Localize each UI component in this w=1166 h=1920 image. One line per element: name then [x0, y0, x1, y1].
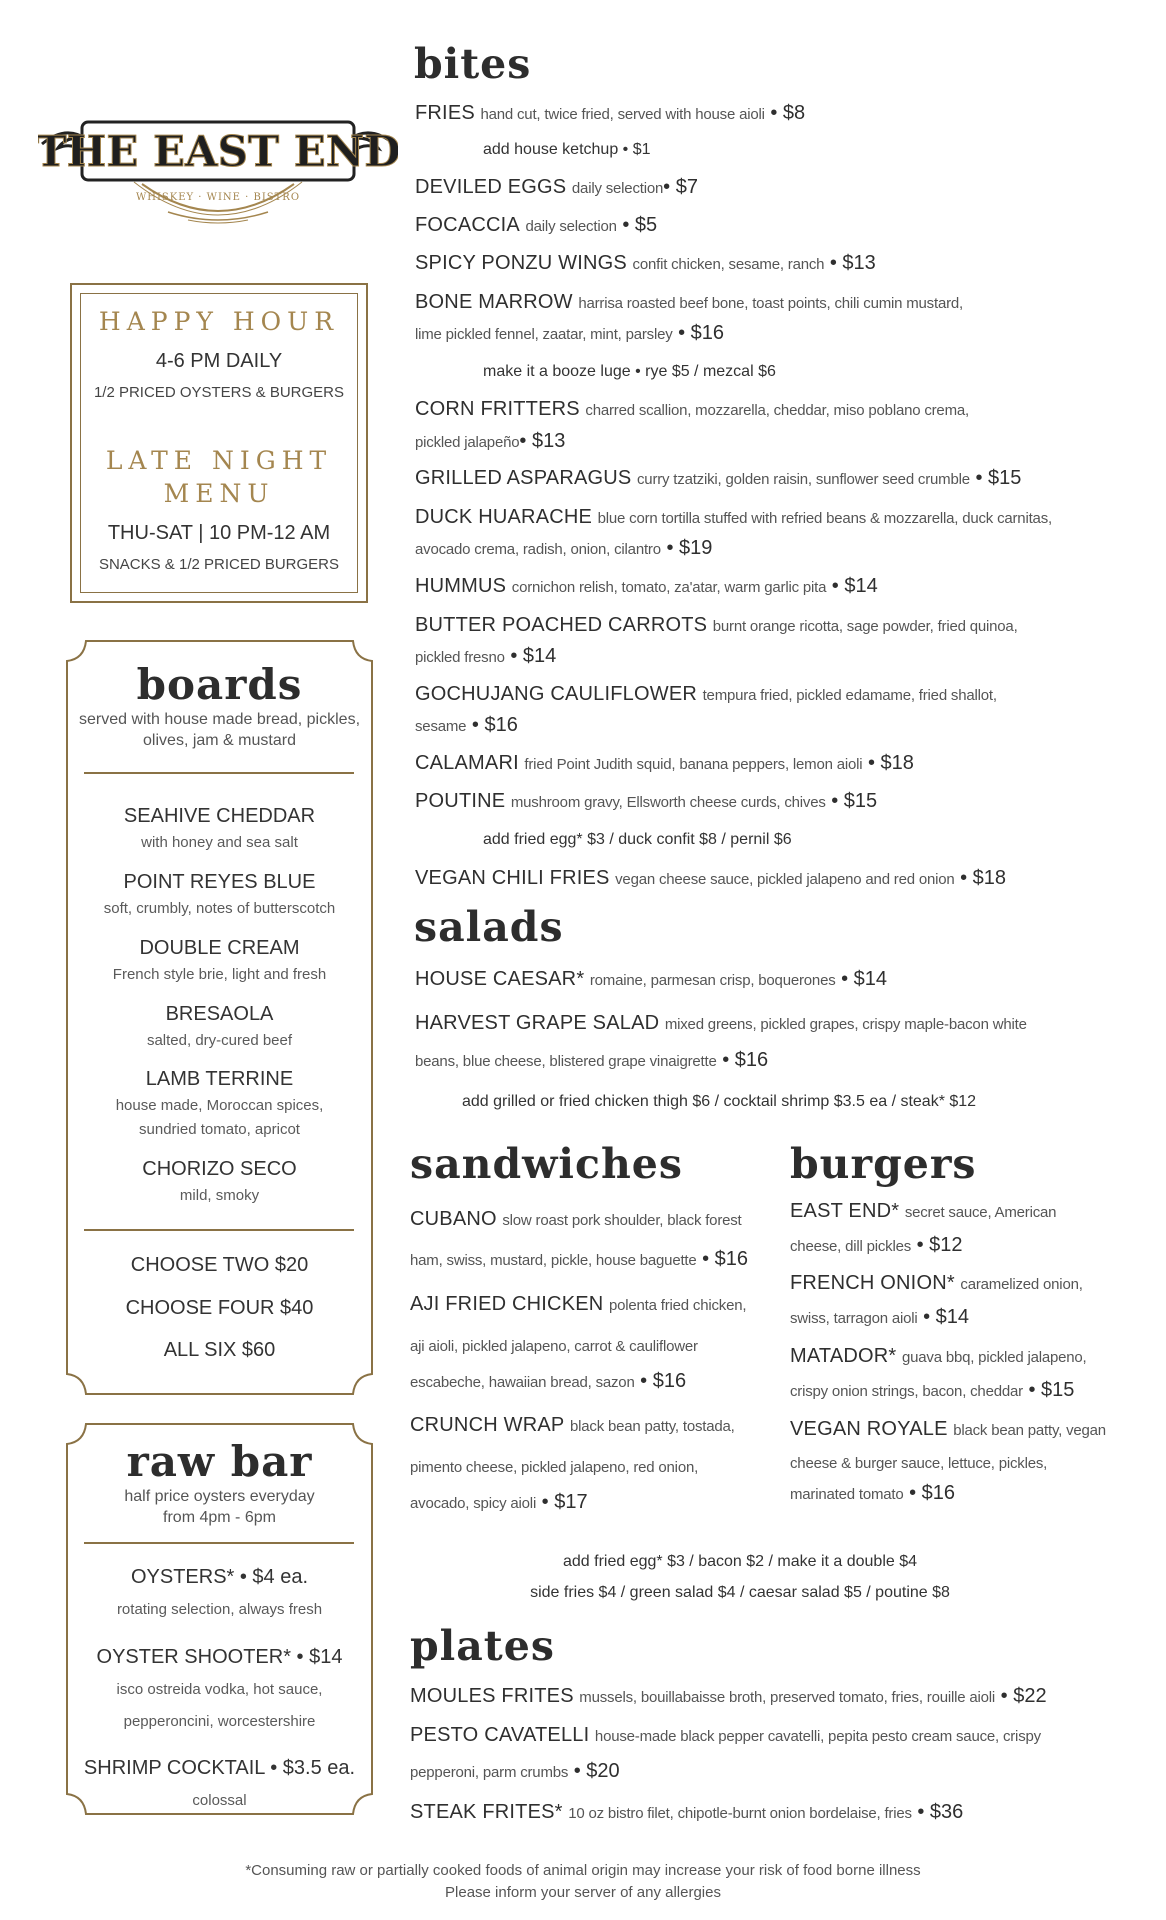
- burger-addon-2: side fries $4 / green salad $4 / caesar salad $5 / poutine $8: [530, 1584, 950, 1601]
- item-desc: romaine, parmesan crisp, boquerones: [589, 972, 836, 989]
- late-night-title-1: LATE NIGHT: [105, 446, 333, 475]
- footer-allergies: Please inform your server of any allergies: [445, 1884, 721, 1901]
- item-desc: aji aioli, pickled jalapeno, carrot & cauliflower: [410, 1338, 698, 1355]
- item-price: • $20: [573, 1760, 620, 1782]
- item-price: • $18: [867, 752, 914, 774]
- happy-hour-time: 4-6 PM DAILY: [155, 350, 283, 372]
- raw-bar-item-desc: colossal: [192, 1792, 247, 1809]
- item-desc: 10 oz bistro filet, chipotle-burnt onion bordelaise, fries: [568, 1805, 912, 1822]
- board-item-name: POINT REYES BLUE: [123, 871, 316, 893]
- item-addon: add fried egg* $3 / duck confit $8 / pernil $6: [483, 831, 792, 848]
- raw-bar-subtitle-1: half price oysters everyday: [124, 1488, 315, 1505]
- boards-subtitle-1: served with house made bread, pickles,: [78, 711, 361, 728]
- item-desc: swiss, tarragon aioli: [790, 1310, 918, 1327]
- item-desc: avocado, spicy aioli: [410, 1495, 537, 1512]
- item-desc: vegan cheese sauce, pickled jalapeno and red onion: [615, 871, 955, 888]
- raw-bar-subtitle-2: from 4pm - 6pm: [163, 1509, 276, 1526]
- item-desc: charred scallion, mozzarella, cheddar, miso poblano crema,: [585, 402, 969, 419]
- item-desc: mixed greens, pickled grapes, crispy maple-bacon white: [664, 1016, 1027, 1033]
- item-price: • $16: [678, 322, 725, 344]
- raw-bar-item-desc: rotating selection, always fresh: [116, 1601, 323, 1618]
- item-price: • $13: [519, 430, 566, 452]
- item-addon: make it a booze luge • rye $5 / mezcal $6: [483, 363, 776, 380]
- menu-item-cont: [790, 1306, 969, 1329]
- item-name: CRUNCH WRAP: [410, 1414, 565, 1436]
- logo-name: THE EAST END: [38, 127, 398, 176]
- menu-item: [410, 1685, 1047, 1708]
- item-desc: pickled jalapeño: [415, 434, 520, 451]
- raw-bar-item-desc: isco ostreida vodka, hot sauce,: [116, 1681, 323, 1698]
- item-price: • $14: [510, 645, 557, 667]
- item-name: GRILLED ASPARAGUS: [415, 467, 632, 489]
- board-item-name: CHORIZO SECO: [142, 1158, 297, 1180]
- menu-item: [415, 252, 876, 275]
- restaurant-logo: [38, 88, 398, 228]
- menu-item: [415, 176, 698, 199]
- item-name: HOUSE CAESAR*: [415, 968, 585, 990]
- menu-item: [410, 1414, 735, 1437]
- menu-item: [790, 1200, 1056, 1223]
- menu-item-cont: [410, 1370, 686, 1393]
- item-desc: caramelized onion,: [960, 1276, 1083, 1293]
- menu-item-cont: [415, 1049, 768, 1072]
- item-name: PESTO CAVATELLI: [410, 1724, 590, 1746]
- item-desc: secret sauce, American: [904, 1204, 1057, 1221]
- raw-bar-item-name: SHRIMP COCKTAIL • $3.5 ea.: [83, 1757, 356, 1779]
- menu-item-cont: [790, 1482, 955, 1505]
- item-name: HUMMUS: [415, 575, 507, 597]
- menu-item: [415, 398, 969, 421]
- item-desc: cheese & burger sauce, lettuce, pickles,: [790, 1455, 1048, 1472]
- menu-item-cont: [410, 1248, 748, 1271]
- item-price: • $16: [471, 714, 518, 736]
- menu-item: [410, 1801, 963, 1824]
- item-price: • $19: [666, 537, 713, 559]
- menu-item: [415, 575, 878, 598]
- item-name: MOULES FRITES: [410, 1685, 574, 1707]
- item-desc: burnt orange ricotta, sage powder, fried quinoa,: [712, 618, 1018, 635]
- item-desc: sesame: [415, 718, 467, 735]
- menu-item: [415, 214, 657, 237]
- item-name: BUTTER POACHED CARROTS: [415, 614, 708, 636]
- item-price: • $15: [1028, 1379, 1075, 1401]
- choose-two-price: CHOOSE TWO $20: [130, 1254, 309, 1276]
- salads-title: salads: [414, 903, 564, 951]
- footer-disclaimer: *Consuming raw or partially cooked foods of animal origin may increase your risk of food borne illness: [245, 1862, 921, 1879]
- menu-item-cont: [415, 430, 565, 453]
- item-desc: beans, blue cheese, blistered grape vinaigrette: [415, 1053, 717, 1070]
- raw-bar-title: raw bar: [126, 1437, 313, 1486]
- item-name: POUTINE: [415, 790, 506, 812]
- menu-item: [415, 683, 997, 706]
- raw-bar-item-desc: pepperoncini, worcestershire: [123, 1713, 316, 1730]
- late-night-time: THU-SAT | 10 PM-12 AM: [107, 522, 331, 544]
- raw-bar-item-name: OYSTER SHOOTER* • $14: [96, 1646, 343, 1668]
- plates-title: plates: [410, 1622, 555, 1670]
- item-desc: escabeche, hawaiian bread, sazon: [410, 1374, 635, 1391]
- item-desc: house-made black pepper cavatelli, pepita pesto cream sauce, crispy: [594, 1728, 1041, 1745]
- boards-panel: [66, 640, 373, 1395]
- menu-item: [415, 102, 805, 125]
- item-name: EAST END*: [790, 1200, 900, 1222]
- raw-bar-panel: [66, 1423, 373, 1815]
- item-desc: daily selection: [571, 180, 664, 197]
- board-item-name: LAMB TERRINE: [145, 1068, 294, 1090]
- menu-item: [790, 1272, 1083, 1295]
- menu-item: [790, 1418, 1106, 1441]
- item-desc: mushroom gravy, Ellsworth cheese curds, chives: [510, 794, 826, 811]
- item-desc: polenta fried chicken,: [608, 1297, 747, 1314]
- item-price: • $5: [622, 214, 658, 236]
- menu-item-cont: [410, 1760, 620, 1783]
- item-name: FRIES: [415, 102, 475, 124]
- raw-bar-item-name: OYSTERS* • $4 ea.: [130, 1566, 309, 1588]
- item-desc: hand cut, twice fried, served with house aioli: [480, 106, 765, 123]
- raw-bar-divider: [84, 1542, 354, 1544]
- menu-item-cont: [790, 1379, 1074, 1402]
- item-desc: pepperoni, parm crumbs: [410, 1764, 569, 1781]
- menu-item: [415, 867, 1006, 890]
- item-desc: tempura fried, pickled edamame, fried shallot,: [702, 687, 997, 704]
- item-price: • $16: [909, 1482, 956, 1504]
- item-desc: black bean patty, tostada,: [569, 1418, 735, 1435]
- board-item-desc: salted, dry-cured beef: [146, 1032, 293, 1049]
- sandwiches-title: sandwiches: [410, 1140, 683, 1188]
- board-item-desc: soft, crumbly, notes of butterscotch: [103, 900, 336, 917]
- menu-item: [415, 614, 1018, 637]
- burgers-title: burgers: [790, 1140, 977, 1188]
- item-desc: ham, swiss, mustard, pickle, house baguette: [410, 1252, 697, 1269]
- item-price: • $17: [541, 1491, 588, 1513]
- item-price: • $12: [916, 1234, 963, 1256]
- item-name: VEGAN CHILI FRIES: [415, 867, 610, 889]
- board-item-desc: mild, smoky: [179, 1187, 260, 1204]
- menu-item: [790, 1345, 1087, 1368]
- menu-item-cont: [415, 322, 724, 345]
- late-night-title-2: MENU: [163, 479, 275, 508]
- bites-title: bites: [414, 40, 532, 88]
- item-name: CALAMARI: [415, 752, 519, 774]
- item-desc: avocado crema, radish, onion, cilantro: [415, 541, 661, 558]
- item-desc: marinated tomato: [790, 1486, 904, 1503]
- board-item-name: SEAHIVE CHEDDAR: [123, 805, 316, 827]
- item-name: DEVILED EGGS: [415, 176, 567, 198]
- item-desc: cheese, dill pickles: [790, 1238, 912, 1255]
- item-price: • $18: [960, 867, 1007, 889]
- menu-item-cont: [415, 714, 518, 737]
- item-name: FOCACCIA: [415, 214, 520, 236]
- item-price: • $16: [722, 1049, 769, 1071]
- item-desc: pimento cheese, pickled jalapeno, red onion,: [410, 1459, 699, 1476]
- happy-hour-offer: 1/2 PRICED OYSTERS & BURGERS: [93, 384, 345, 401]
- menu-item-cont: [790, 1451, 1047, 1474]
- menu-item: [410, 1724, 1041, 1747]
- menu-item-cont: [410, 1455, 698, 1478]
- item-desc: cornichon relish, tomato, za'atar, warm garlic pita: [511, 579, 827, 596]
- logo-graphic: [38, 88, 398, 228]
- item-addon: add house ketchup • $1: [483, 141, 651, 158]
- board-item-name: DOUBLE CREAM: [139, 937, 300, 959]
- logo-tagline: WHISKEY · WINE · BISTRO: [135, 192, 301, 203]
- menu-item-cont: [410, 1334, 698, 1357]
- item-price: • $16: [640, 1370, 687, 1392]
- item-name: SPICY PONZU WINGS: [415, 252, 627, 274]
- menu-item: [415, 968, 887, 991]
- item-name: DUCK HUARACHE: [415, 506, 593, 528]
- item-name: AJI FRIED CHICKEN: [410, 1293, 604, 1315]
- item-desc: blue corn tortilla stuffed with refried beans & mozzarella, duck carnitas,: [597, 510, 1052, 527]
- menu-item: [410, 1208, 742, 1231]
- item-desc: mussels, bouillabaisse broth, preserved tomato, fries, rouille aioli: [579, 1689, 996, 1706]
- item-desc: fried Point Judith squid, banana peppers, lemon aioli: [524, 756, 863, 773]
- happy-hour-title: HAPPY HOUR: [98, 307, 340, 336]
- item-desc: daily selection: [525, 218, 617, 235]
- board-item-name: BRESAOLA: [165, 1003, 274, 1025]
- item-price: • $15: [975, 467, 1022, 489]
- menu-item: [415, 291, 963, 314]
- item-name: MATADOR*: [790, 1345, 897, 1367]
- item-desc: pickled fresno: [415, 649, 505, 666]
- item-price: • $36: [917, 1801, 964, 1823]
- boards-title: boards: [136, 660, 303, 709]
- item-name: CORN FRITTERS: [415, 398, 580, 420]
- late-night-offer: SNACKS & 1/2 PRICED BURGERS: [98, 556, 340, 573]
- menu-item: [415, 467, 1021, 490]
- item-addon: add grilled or fried chicken thigh $6 / cocktail shrimp $3.5 ea / steak* $12: [462, 1093, 977, 1110]
- boards-divider-top: [84, 772, 354, 774]
- item-price: • $13: [829, 252, 876, 274]
- all-six-price: ALL SIX $60: [163, 1339, 276, 1361]
- item-price: • $14: [923, 1306, 970, 1328]
- item-price: • $14: [831, 575, 878, 597]
- choose-four-price: CHOOSE FOUR $40: [125, 1297, 314, 1319]
- board-item-desc: with honey and sea salt: [141, 834, 298, 851]
- item-desc: black bean patty, vegan: [953, 1422, 1106, 1439]
- board-item-desc: French style brie, light and fresh: [112, 966, 327, 983]
- item-price: • $15: [831, 790, 878, 812]
- item-name: STEAK FRITES*: [410, 1801, 563, 1823]
- menu-item: [415, 790, 877, 813]
- menu-item-cont: [790, 1234, 963, 1257]
- menu-item-cont: [410, 1491, 588, 1514]
- item-price: • $16: [702, 1248, 749, 1270]
- menu-item: [410, 1293, 746, 1316]
- item-desc: confit chicken, sesame, ranch: [632, 256, 825, 273]
- menu-item-cont: [415, 537, 712, 560]
- item-desc: harrisa roasted beef bone, toast points, chili cumin mustard,: [578, 295, 963, 312]
- item-name: HARVEST GRAPE SALAD: [415, 1012, 660, 1034]
- item-name: CUBANO: [410, 1208, 497, 1230]
- menu-item: [415, 1012, 1027, 1035]
- item-desc: lime pickled fennel, zaatar, mint, parsley: [415, 326, 673, 343]
- menu-item: [415, 506, 1052, 529]
- item-price: • $7: [663, 176, 698, 198]
- boards-divider-bottom: [84, 1229, 354, 1231]
- item-desc: curry tzatziki, golden raisin, sunflower seed crumble: [637, 471, 970, 488]
- menu-item: [415, 752, 914, 775]
- item-name: VEGAN ROYALE: [790, 1418, 948, 1440]
- item-price: • $8: [770, 102, 806, 124]
- burger-addon-1: add fried egg* $3 / bacon $2 / make it a double $4: [562, 1553, 918, 1570]
- item-name: FRENCH ONION*: [790, 1272, 955, 1294]
- board-item-desc: sundried tomato, apricot: [139, 1121, 300, 1138]
- item-desc: crispy onion strings, bacon, cheddar: [790, 1383, 1023, 1400]
- item-desc: guava bbq, pickled jalapeno,: [901, 1349, 1087, 1366]
- item-price: • $14: [841, 968, 888, 990]
- item-desc: slow roast pork shoulder, black forest: [502, 1212, 742, 1229]
- item-name: GOCHUJANG CAULIFLOWER: [415, 683, 698, 705]
- board-item-desc: house made, Moroccan spices,: [115, 1097, 324, 1114]
- item-price: • $22: [1000, 1685, 1047, 1707]
- item-name: BONE MARROW: [415, 291, 573, 313]
- boards-subtitle-2: olives, jam & mustard: [143, 732, 296, 749]
- menu-item-cont: [415, 645, 556, 668]
